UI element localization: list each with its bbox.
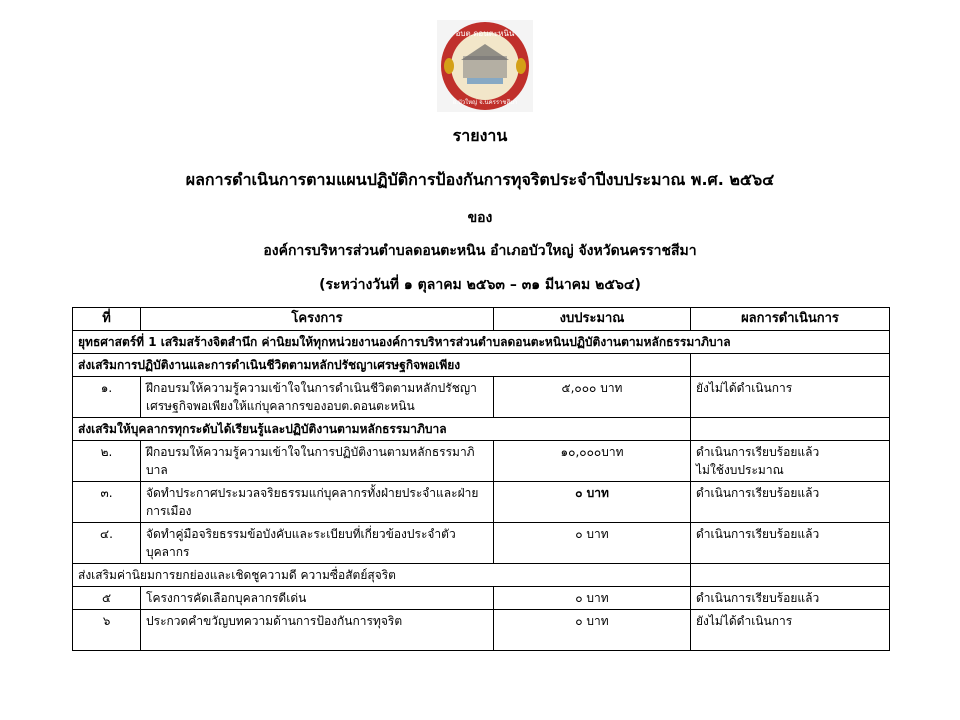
section-empty-cell: [691, 418, 890, 441]
strategy-text: ยุทธศาสตร์ที่ 1 เสริมสร้างจิตสำนึก ค่านิยมให้ทุกหน่วยงานองค์การบริหารส่วนตำบลดอนตะหนินปฏิบัติงานตามหลักธรรมาภิบาล: [73, 331, 890, 354]
section-title: ส่งเสริมการปฏิบัติงานและการดำเนินชีวิตตามหลักปรัชญาเศรษฐกิจพอเพียง: [73, 354, 691, 377]
project-line: ฝึกอบรมให้ความรู้ความเข้าใจในการปฏิบัติงานตามหลักธรรมาภิบาล: [146, 445, 475, 477]
row-budget: ๐ บาท: [494, 610, 691, 651]
section-title: ส่งเสริมให้บุคลากรทุกระดับได้เรียนรู้และปฏิบัติงานตามหลักธรรมาภิบาล: [73, 418, 691, 441]
row-number: ๓.: [73, 482, 141, 523]
row-number: ๔.: [73, 523, 141, 564]
row-project: [141, 523, 494, 564]
row-project: [141, 610, 494, 651]
project-line: จัดทำประกาศประมวลจริยธรรมแก่บุคลากรทั้งฝ่ายประจำและฝ่าย: [146, 486, 479, 500]
table-row: [73, 482, 890, 523]
table-row: [73, 610, 890, 651]
organization-name: องค์การบริหารส่วนตำบลดอนตะหนิน อำเภอบัวใหญ่ จังหวัดนครราชสีมา: [263, 243, 697, 259]
row-budget: ๕,๐๐๐ บาท: [494, 377, 691, 418]
project-line: ประกวดคำขวัญบทความด้านการป้องกันการทุจริต: [146, 614, 403, 628]
col-header-budget: งบประมาณ: [494, 308, 691, 331]
table-row: [73, 441, 890, 482]
report-period: (ระหว่างวันที่ ๑ ตุลาคม ๒๕๖๓ – ๓๑ มีนาคม ๒๕๖๔): [319, 277, 641, 293]
table-row: [73, 523, 890, 564]
section-row: [73, 418, 890, 441]
row-number: ๕: [73, 587, 141, 610]
section-row: [73, 354, 890, 377]
section-empty-cell: [691, 564, 890, 587]
report-title: รายงาน: [452, 126, 508, 145]
row-project: [141, 587, 494, 610]
report-of: ของ: [467, 210, 493, 226]
col-header-project: โครงการ: [141, 308, 494, 331]
row-result: [691, 377, 890, 418]
table-header-row: [73, 308, 890, 331]
seal-logo: [437, 20, 533, 112]
row-number: ๒.: [73, 441, 141, 482]
project-line: ฝึกอบรมให้ความรู้ความเข้าใจในการดำเนินชีวิตตามหลักปรัชญา: [146, 381, 477, 395]
section-title: ส่งเสริมค่านิยมการยกย่องและเชิดชูความดี ความซื่อสัตย์สุจริต: [73, 564, 691, 587]
section-empty-cell: [691, 354, 890, 377]
svg-text:อบต.ดอนตะหนิน: อบต.ดอนตะหนิน: [455, 29, 515, 38]
col-header-result: ผลการดำเนินการ: [691, 308, 890, 331]
report-table: [72, 307, 890, 651]
result-line: ไม่ใช้งบประมาณ: [696, 463, 784, 477]
row-budget: ๐ บาท: [494, 587, 691, 610]
row-budget: ๑๐,๐๐๐บาท: [494, 441, 691, 482]
project-line: การเมือง: [146, 504, 192, 518]
result-line: ยังไม่ได้ดำเนินการ: [696, 614, 793, 628]
table-row: [73, 377, 890, 418]
row-result: [691, 482, 890, 523]
col-header-no: ที่: [73, 308, 141, 331]
row-result: [691, 441, 890, 482]
row-project: [141, 441, 494, 482]
result-line: ดำเนินการเรียบร้อยแล้ว: [696, 591, 820, 605]
row-budget: ๐ บาท: [494, 523, 691, 564]
strategy-row: [73, 331, 890, 354]
result-line: ดำเนินการเรียบร้อยแล้ว: [696, 486, 820, 500]
project-line: จัดทำคู่มือจริยธรรมข้อบังคับและระเบียบที่เกี่ยวข้องประจำตัวบุคลากร: [146, 527, 456, 559]
row-project: [141, 377, 494, 418]
row-number: ๑.: [73, 377, 141, 418]
row-budget: ๐ บาท: [494, 482, 691, 523]
svg-text:อ.บัวใหญ่ จ.นครราชสีมา: อ.บัวใหญ่ จ.นครราชสีมา: [452, 99, 518, 106]
result-line: ดำเนินการเรียบร้อยแล้ว: [696, 527, 820, 541]
row-result: [691, 587, 890, 610]
row-number: ๖: [73, 610, 141, 651]
table-row: [73, 587, 890, 610]
section-row: [73, 564, 890, 587]
report-subtitle: ผลการดำเนินการตามแผนปฏิบัติการป้องกันการทุจริตประจำปีงบประมาณ พ.ศ. ๒๕๖๔: [185, 170, 775, 189]
row-project: [141, 482, 494, 523]
row-result: [691, 610, 890, 651]
row-result: [691, 523, 890, 564]
seal-logo-graphic: [437, 20, 533, 112]
project-line: เศรษฐกิจพอเพียงให้แก่บุคลากรของอบต.ดอนตะหนิน: [146, 399, 415, 413]
result-line: ดำเนินการเรียบร้อยแล้ว: [696, 445, 820, 459]
project-line: โครงการคัดเลือกบุคลากรดีเด่น: [146, 591, 307, 605]
result-line: ยังไม่ได้ดำเนินการ: [696, 381, 793, 395]
